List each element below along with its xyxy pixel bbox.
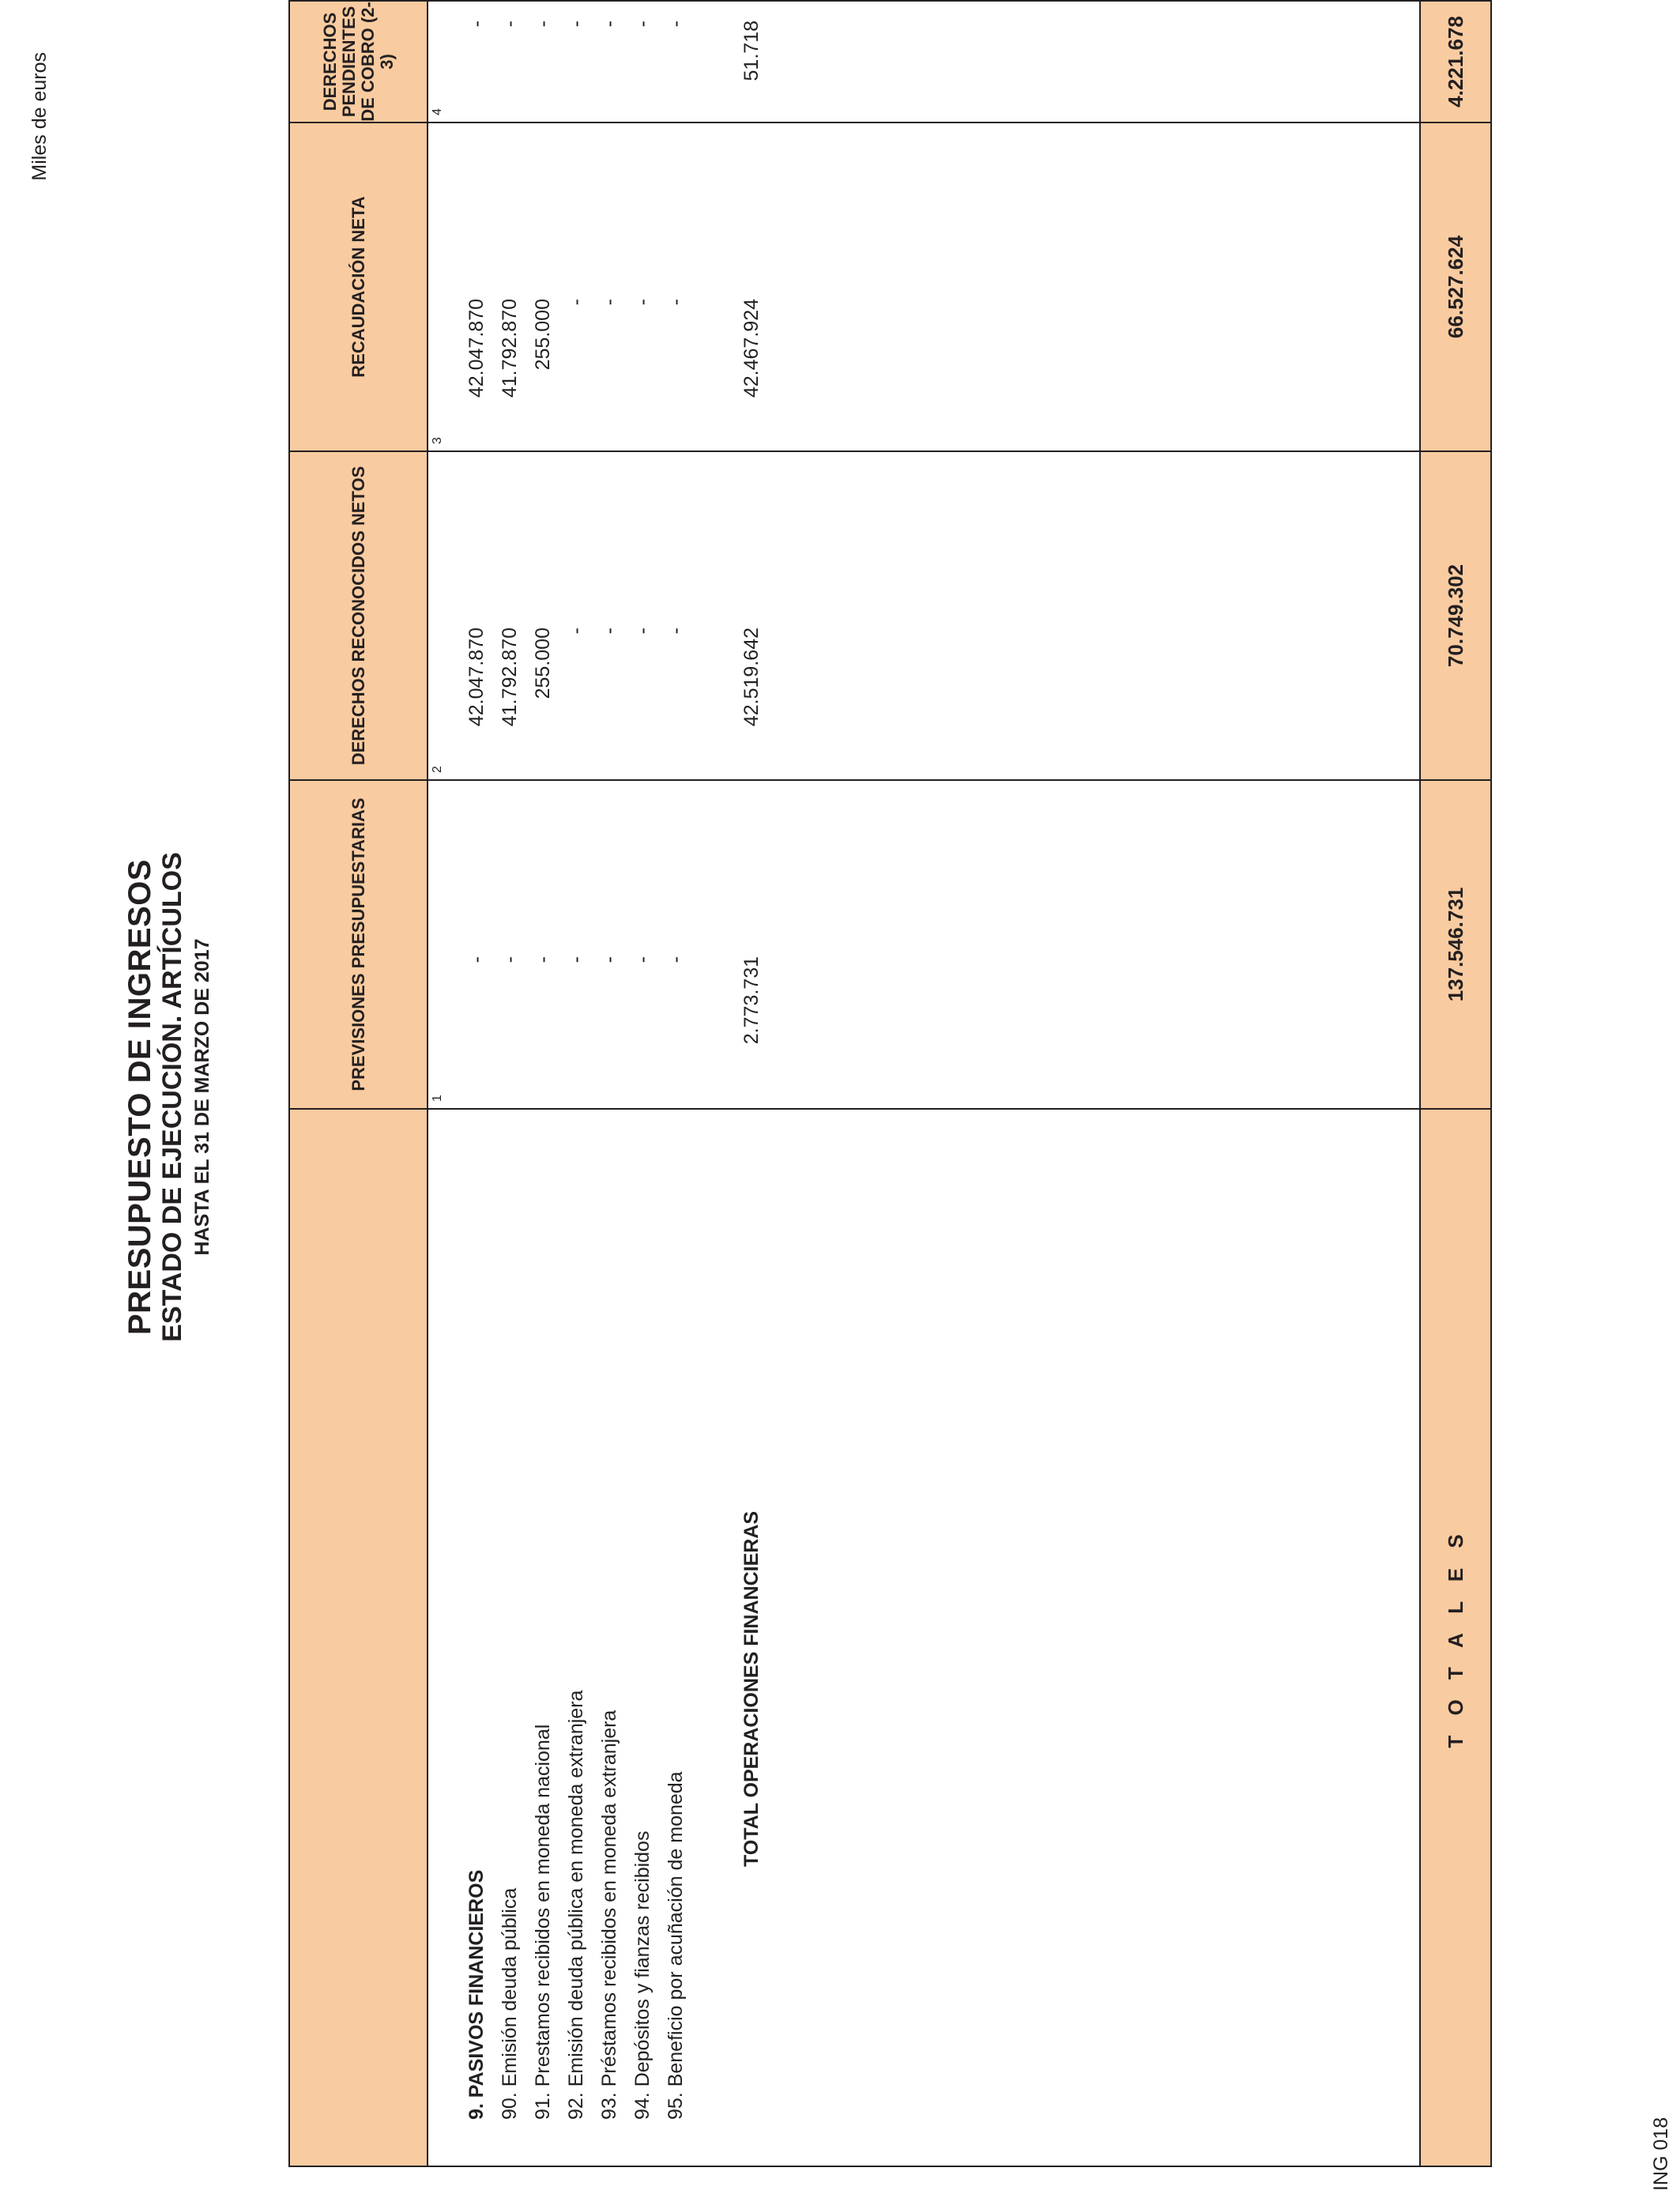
column-recaudacion: [290, 122, 1490, 450]
cell: 255.000: [532, 299, 554, 371]
cell: -: [499, 21, 521, 28]
cell: -: [598, 299, 620, 306]
cell: -: [665, 299, 687, 306]
row-label: 90. Emisión deuda pública: [499, 1887, 521, 2120]
total-financieras-cell: 42.467.924: [740, 299, 763, 398]
row-label: 92. Emisión deuda pública en moneda extranjera: [565, 1690, 587, 2120]
header-recaudacion: RECAUDACIÓN NETA: [290, 123, 428, 450]
cell: -: [565, 956, 587, 963]
row-label: 93. Préstamos recibidos en moneda extranjera: [598, 1710, 620, 2120]
column-derechos-reconocidos: [290, 450, 1490, 779]
doc-code: ING 018: [1650, 2117, 1672, 2191]
recaudacion-values: [460, 123, 768, 450]
previsiones-values: [460, 781, 768, 1108]
cell: 41.792.870: [499, 628, 521, 727]
column-previsiones: [290, 779, 1490, 1108]
cell: -: [598, 628, 620, 635]
header-pendientes: DERECHOS PENDIENTES DE COBRO (2-3): [290, 2, 428, 122]
page-subtitle: ESTADO DE EJECUCIÓN. ARTÍCULOS: [157, 852, 187, 1342]
header-concept: [290, 1110, 428, 2166]
cell: -: [532, 956, 554, 963]
row-label: 9. PASIVOS FINANCIEROS: [465, 1869, 488, 2120]
cell: -: [598, 21, 620, 28]
cell: 41.792.870: [499, 299, 521, 398]
cell: -: [665, 628, 687, 635]
cell: -: [465, 956, 488, 963]
concept-list: [460, 1110, 768, 2166]
cell: -: [499, 956, 521, 963]
cell: 42.047.870: [465, 299, 488, 398]
cell: -: [565, 299, 587, 306]
cell: -: [631, 628, 654, 635]
total-financieras-cell: 42.519.642: [740, 628, 763, 727]
column-pendientes: [290, 2, 1490, 122]
pendientes-values: [460, 2, 768, 122]
cell: -: [465, 21, 488, 28]
row-label: 91. Prestamos recibidos en moneda nacional: [532, 1724, 554, 2120]
total-financieras-cell: 2.773.731: [740, 956, 763, 1045]
totales-cell: 66.527.624: [1419, 123, 1490, 450]
budget-table: [288, 0, 1492, 2167]
row-label: 94. Depósitos y fianzas recibidos: [631, 1830, 654, 2120]
total-financieras-cell: 51.718: [740, 21, 763, 81]
derechos-values: [460, 452, 768, 779]
totales-cell: 137.546.731: [1419, 781, 1490, 1108]
row-label: 95. Beneficio por acuñación de moneda: [665, 1771, 687, 2120]
column-number: 3: [431, 437, 444, 444]
column-number: 4: [431, 108, 444, 115]
totales-label: T O T A L E S: [1419, 1110, 1490, 2166]
date-line: HASTA EL 31 DE MARZO DE 2017: [191, 938, 213, 1256]
cell: -: [665, 21, 687, 28]
cell: -: [631, 299, 654, 306]
page-title: PRESUPUESTO DE INGRESOS: [122, 859, 157, 1336]
header-derechos-reconocidos: DERECHOS RECONOCIDOS NETOS: [290, 452, 428, 779]
cell: -: [665, 956, 687, 963]
column-number: 2: [431, 766, 444, 773]
cell: -: [532, 21, 554, 28]
cell: -: [598, 956, 620, 963]
column-number: 1: [431, 1095, 444, 1102]
cell: 255.000: [532, 628, 554, 699]
cell: 42.047.870: [465, 628, 488, 727]
column-concept: [290, 1108, 1490, 2166]
units-label: Miles de euros: [28, 52, 51, 181]
cell: -: [565, 628, 587, 635]
header-previsiones: PREVISIONES PRESUPUESTARIAS: [290, 781, 428, 1108]
cell: -: [565, 21, 587, 28]
cell: -: [631, 956, 654, 963]
totales-cell: 70.749.302: [1419, 452, 1490, 779]
totales-cell: 4.221.678: [1419, 2, 1490, 122]
cell: -: [631, 21, 654, 28]
total-financieras-label: TOTAL OPERACIONES FINANCIERAS: [740, 1510, 763, 1867]
